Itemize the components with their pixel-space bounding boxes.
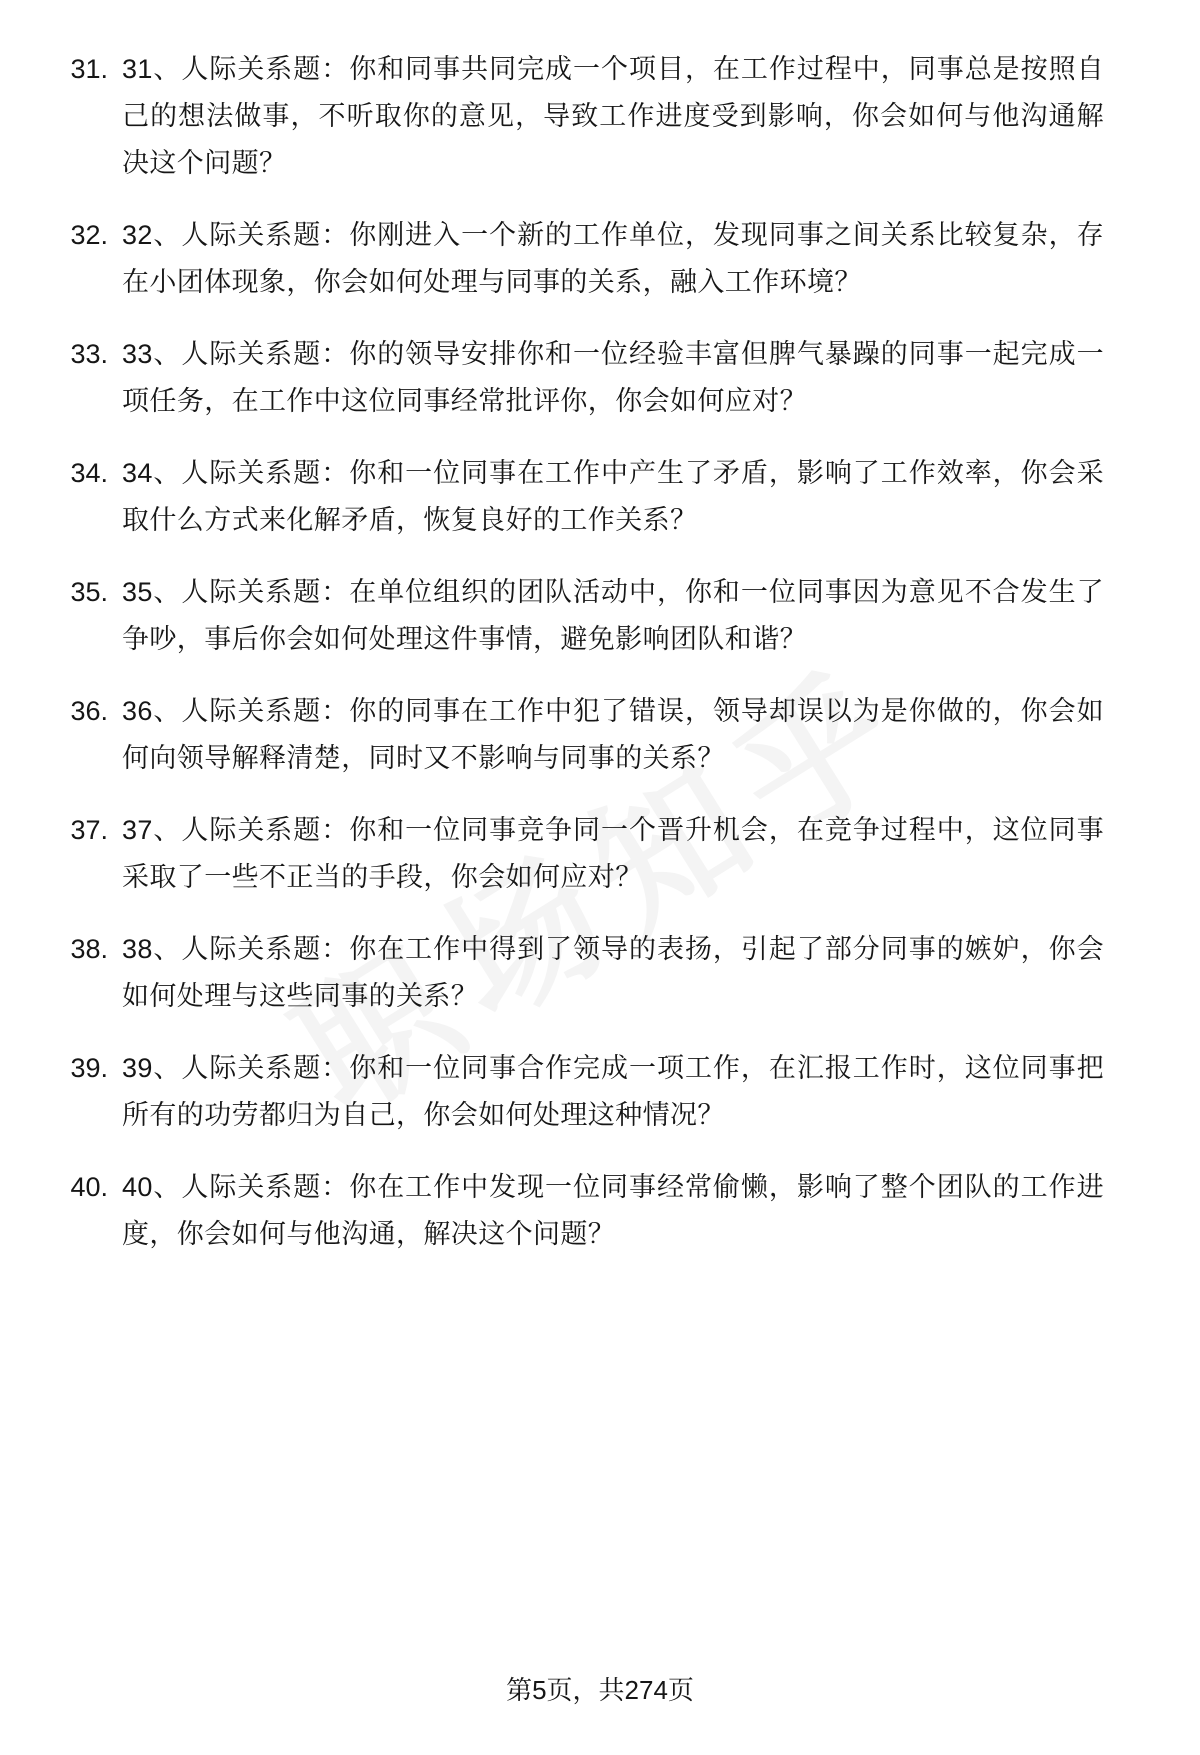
question-list (60, 46, 1104, 1258)
list-item (60, 46, 1104, 187)
question-number: 31. (70, 54, 108, 84)
question-text: 34、人际关系题：你和一位同事在工作中产生了矛盾，影响了工作效率，你会采取什么方式来化解矛盾，恢复良好的工作关系？ (122, 458, 1104, 535)
question-text: 35、人际关系题：在单位组织的团队活动中，你和一位同事因为意见不合发生了争吵，事后你会如何处理这件事情，避免影响团队和谐？ (122, 577, 1104, 654)
list-item (60, 688, 1104, 782)
question-text: 31、人际关系题：你和同事共同完成一个项目，在工作过程中，同事总是按照自己的想法做事，不听取你的意见，导致工作进度受到影响，你会如何与他沟通解决这个问题？ (122, 54, 1104, 178)
question-text: 40、人际关系题：你在工作中发现一位同事经常偷懒，影响了整个团队的工作进度，你会如何与他沟通，解决这个问题？ (122, 1172, 1104, 1249)
question-number: 32. (70, 220, 108, 250)
question-text: 33、人际关系题：你的领导安排你和一位经验丰富但脾气暴躁的同事一起完成一项任务，在工作中这位同事经常批评你，你会如何应对？ (122, 339, 1104, 416)
list-item (60, 926, 1104, 1020)
list-item (60, 1045, 1104, 1139)
question-number: 37. (70, 815, 108, 845)
question-text: 37、人际关系题：你和一位同事竞争同一个晋升机会，在竞争过程中，这位同事采取了一些不正当的手段，你会如何应对？ (122, 815, 1104, 892)
question-text: 36、人际关系题：你的同事在工作中犯了错误，领导却误以为是你做的，你会如何向领导解释清楚，同时又不影响与同事的关系？ (122, 696, 1104, 773)
question-text: 38、人际关系题：你在工作中得到了领导的表扬，引起了部分同事的嫉妒，你会如何处理与这些同事的关系？ (122, 934, 1104, 1011)
list-item (60, 807, 1104, 901)
page-footer: 第5页，共274页 (506, 1675, 694, 1705)
list-item (60, 331, 1104, 425)
question-number: 35. (70, 577, 108, 607)
page-content (60, 46, 1104, 1258)
list-item (60, 450, 1104, 544)
question-number: 34. (70, 458, 108, 488)
list-item (60, 212, 1104, 306)
list-item (60, 569, 1104, 663)
question-number: 40. (70, 1172, 108, 1202)
question-text: 32、人际关系题：你刚进入一个新的工作单位，发现同事之间关系比较复杂，存在小团体现象，你会如何处理与同事的关系，融入工作环境？ (122, 220, 1104, 297)
question-number: 39. (70, 1053, 108, 1083)
question-number: 33. (70, 339, 108, 369)
question-number: 38. (70, 934, 108, 964)
question-number: 36. (70, 696, 108, 726)
list-item (60, 1164, 1104, 1258)
question-text: 39、人际关系题：你和一位同事合作完成一项工作，在汇报工作时，这位同事把所有的功劳都归为自己，你会如何处理这种情况？ (122, 1053, 1104, 1130)
